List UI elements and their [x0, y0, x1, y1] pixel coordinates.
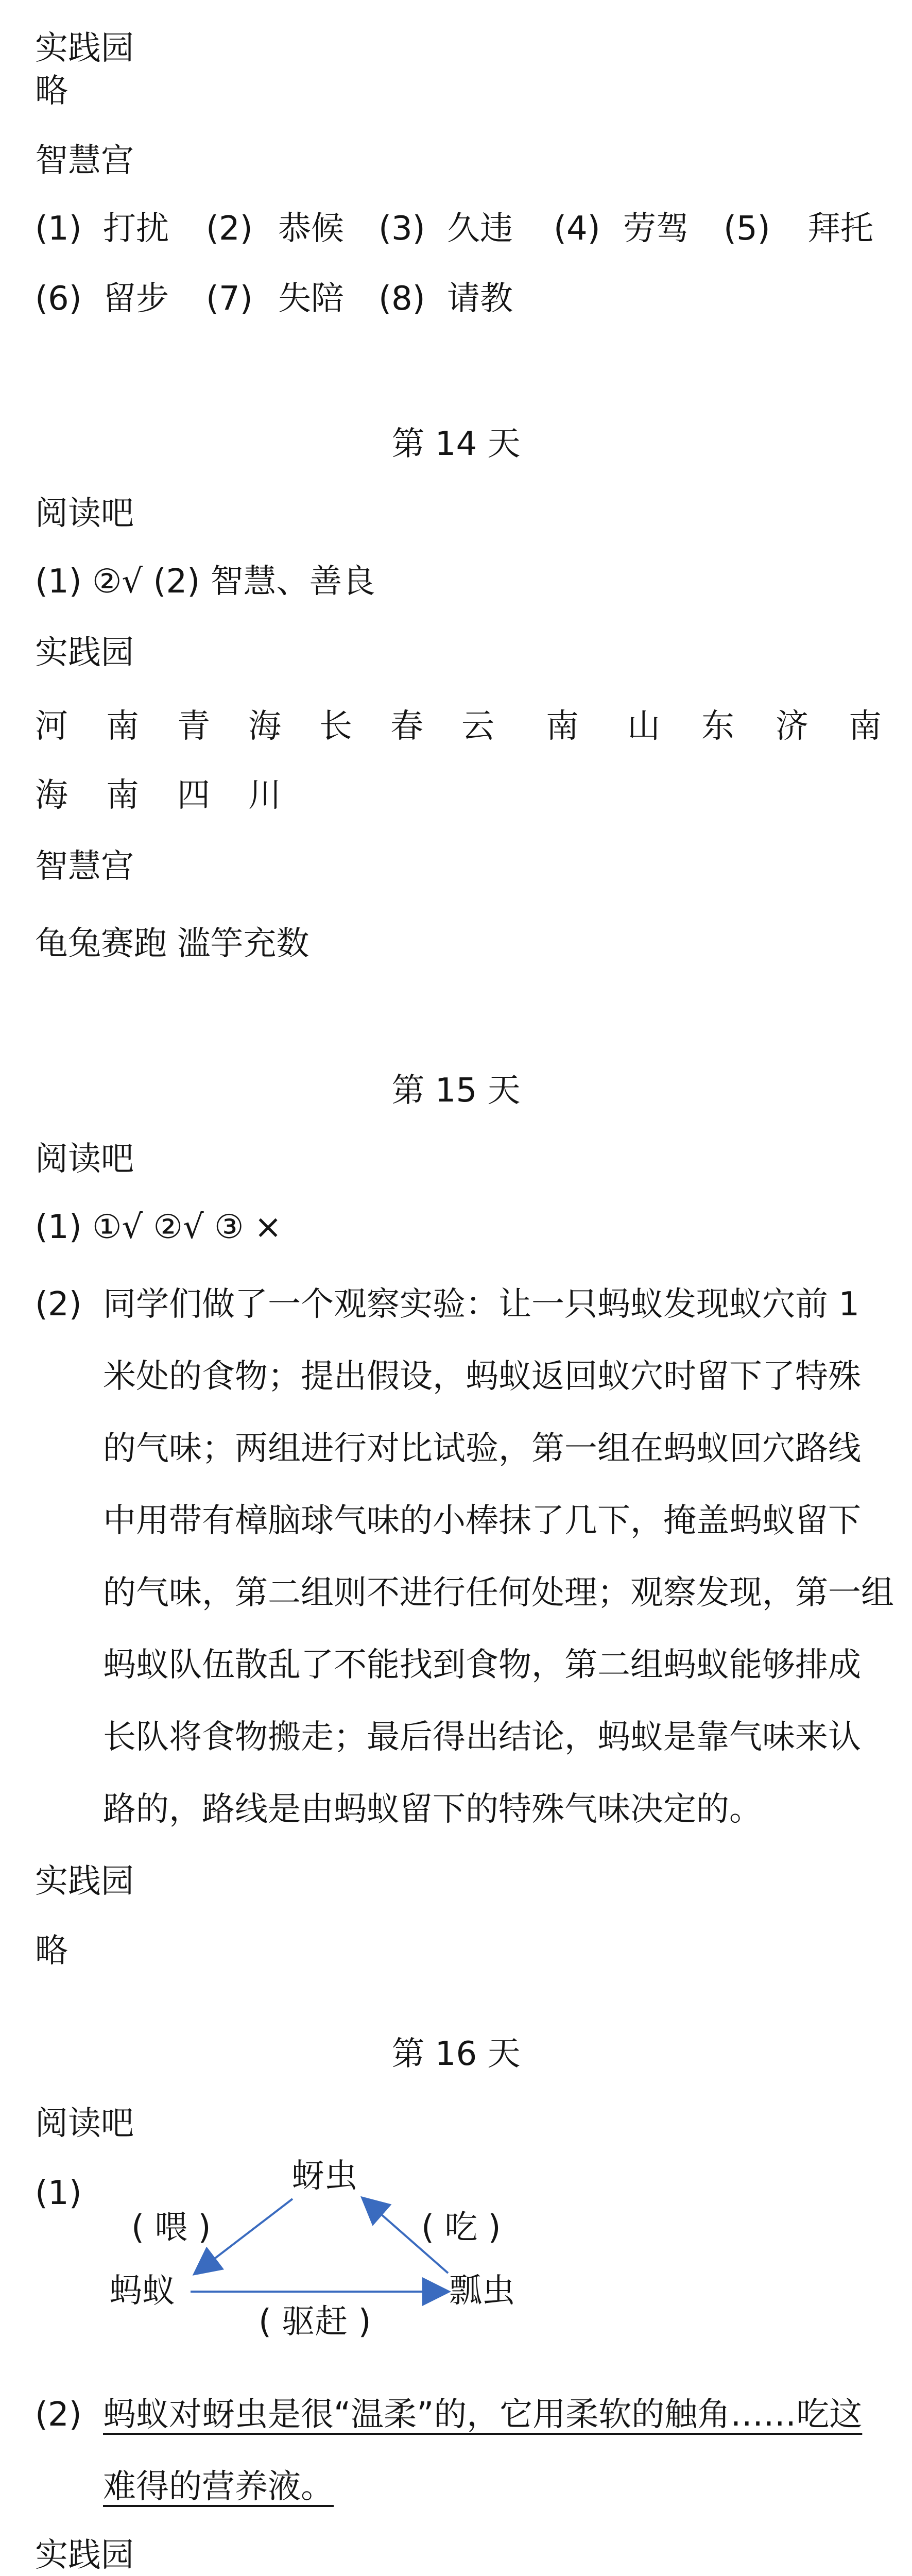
char: 南 [106, 776, 139, 815]
char: 河 [35, 707, 68, 745]
item-word: 留步 [103, 280, 169, 318]
item-number: (6) [35, 280, 82, 318]
char: 山 [627, 707, 660, 745]
char: 长 [319, 707, 352, 745]
item-number: (4) [554, 210, 600, 248]
wisdom-answer: 龟兔赛跑 滥竽充数 [35, 925, 309, 963]
char: 四 [177, 776, 210, 815]
char: 东 [701, 707, 734, 745]
edge-label-drive: ( 驱赶 ) [259, 2303, 371, 2341]
reading-heading: 阅读吧 [35, 1140, 134, 1178]
answer-line: 长队将食物搬走；最后得出结论，蚂蚁是靠气味来认 [103, 1718, 861, 1756]
question-2-label: (2) [35, 2396, 82, 2434]
answer-line: 米处的食物；提出假设，蚂蚁返回蚁穴时留下了特殊 [103, 1358, 861, 1396]
item-number: (5) [724, 210, 770, 248]
practice-heading: 实践园 [35, 2536, 134, 2574]
reading-answer: (1) ②√ (2) 智慧、善良 [35, 563, 375, 601]
reading-heading: 阅读吧 [35, 495, 134, 533]
item-number: (8) [378, 280, 425, 318]
item-word: 拜托 [807, 210, 873, 248]
practice-answer: 略 [35, 72, 68, 110]
answer-line: 中用带有樟脑球气味的小棒抹了几下，掩盖蚂蚁留下 [103, 1502, 861, 1540]
edge-label-eat: ( 吃 ) [421, 2209, 501, 2247]
node-aphid: 蚜虫 [291, 2157, 357, 2195]
question-2-answer-line-2: 难得的营养液。 [103, 2468, 334, 2506]
reading-answer-1: (1) ①√ ②√ ③ × [35, 1208, 282, 1246]
item-word: 失陪 [278, 280, 344, 318]
reading-heading: 阅读吧 [35, 2105, 134, 2143]
item-word: 劳驾 [623, 210, 689, 248]
question-1-label: (1) [35, 2174, 82, 2212]
answer-line: 的气味，第二组则不进行任何处理；观察发现，第一组 [103, 1574, 894, 1612]
question-2-label: (2) [35, 1285, 82, 1324]
char: 济 [776, 707, 808, 745]
item-word: 久违 [447, 210, 513, 248]
char: 南 [546, 707, 579, 745]
item-word: 请教 [447, 280, 513, 318]
day-14-title: 第 14 天 [391, 425, 521, 463]
char: 川 [248, 776, 281, 815]
practice-heading: 实践园 [35, 634, 134, 672]
item-word: 打扰 [103, 210, 169, 248]
day-15-title: 第 15 天 [391, 1072, 521, 1110]
char: 南 [106, 707, 139, 745]
char: 南 [849, 707, 882, 745]
node-ladybug: 瓢虫 [449, 2272, 515, 2310]
item-word: 恭候 [278, 210, 344, 248]
answer-line: 同学们做了一个观察实验：让一只蚂蚁发现蚁穴前 1 [103, 1285, 860, 1324]
char: 海 [35, 776, 68, 815]
char: 云 [461, 707, 494, 745]
answer-line: 路的，路线是由蚂蚁留下的特殊气味决定的。 [103, 1790, 762, 1828]
char: 海 [248, 707, 281, 745]
node-ant: 蚂蚁 [109, 2272, 175, 2310]
item-number: (2) [206, 210, 253, 248]
char: 春 [390, 707, 423, 745]
item-number: (3) [378, 210, 425, 248]
practice-heading: 实践园 [35, 1862, 134, 1901]
char: 青 [177, 707, 210, 745]
edge-label-feed: ( 喂 ) [131, 2209, 211, 2247]
answer-line: 蚂蚁队伍散乱了不能找到食物，第二组蚂蚁能够排成 [103, 1646, 861, 1684]
day-16-title: 第 16 天 [391, 2035, 521, 2073]
practice-answer: 略 [35, 1932, 68, 1970]
item-number: (7) [206, 280, 253, 318]
item-number: (1) [35, 210, 82, 248]
wisdom-heading: 智慧宫 [35, 848, 134, 886]
wisdom-heading: 智慧宫 [35, 142, 134, 180]
practice-heading: 实践园 [35, 29, 134, 67]
answer-line: 的气味；两组进行对比试验，第一组在蚂蚁回穴路线 [103, 1430, 861, 1468]
question-2-answer-line-1: 蚂蚁对蚜虫是很“温柔”的，它用柔软的触角……吃这 [103, 2396, 863, 2434]
